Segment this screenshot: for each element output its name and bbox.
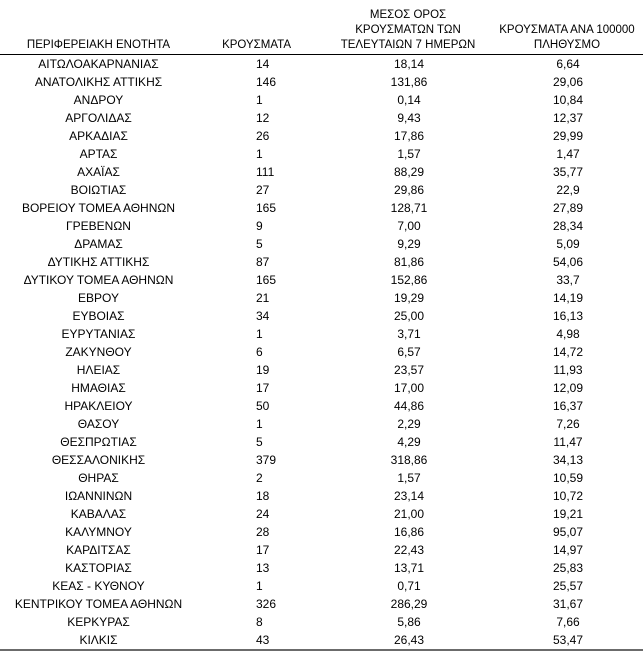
table-row: [0, 91, 643, 109]
avg7-value: 1,57: [397, 147, 421, 161]
table-header: [0, 0, 643, 55]
region-name: ΘΕΣΠΡΩΤΙΑΣ: [60, 435, 137, 449]
cases-value: 2: [256, 471, 263, 485]
region-name: ΗΛΕΙΑΣ: [76, 363, 121, 377]
header-region-label: ΠΕΡΙΦΕΡΕΙΑΚΗ ΕΝΟΤΗΤΑ: [26, 39, 171, 51]
table-row: [0, 505, 643, 523]
header-avg7-line: ΜΕΣΟΣ ΟΡΟΣ: [369, 9, 447, 21]
cases-value: 87: [256, 255, 270, 269]
cases-value: 1: [256, 417, 263, 431]
table-row: [0, 235, 643, 253]
region-name: ΚΑΒΑΛΑΣ: [70, 507, 127, 521]
per100k-value: 10,59: [552, 471, 584, 485]
table-row: [0, 559, 643, 577]
region-name: ΕΥΡΥΤΑΝΙΑΣ: [61, 327, 136, 341]
region-name: ΙΩΑΝΝΙΝΩΝ: [64, 489, 133, 503]
avg7-value: 3,71: [397, 327, 421, 341]
per100k-value: 5,09: [556, 237, 580, 251]
table-row: [0, 577, 643, 595]
avg7-value: 0,14: [397, 93, 421, 107]
cases-value: 1: [256, 93, 263, 107]
avg7-value: 13,71: [393, 561, 425, 575]
cases-value: 26: [256, 129, 270, 143]
avg7-value: 23,14: [393, 489, 425, 503]
per100k-value: 28,34: [552, 219, 584, 233]
cases-value: 14: [256, 57, 270, 71]
table-row: [0, 163, 643, 181]
cases-value: 6: [256, 345, 263, 359]
table-row: [0, 307, 643, 325]
table-row: [0, 595, 643, 613]
table-row: [0, 181, 643, 199]
region-name: ΑΡΓΟΛΙΔΑΣ: [65, 111, 132, 125]
avg7-value: 16,86: [393, 525, 425, 539]
table-row: [0, 361, 643, 379]
cases-value: 5: [256, 435, 263, 449]
avg7-value: 6,57: [397, 345, 421, 359]
region-name: ΚΕΡΚΥΡΑΣ: [67, 615, 130, 629]
cases-value: 18: [256, 489, 270, 503]
cases-value: 1: [256, 327, 263, 341]
avg7-value: 9,43: [397, 111, 421, 125]
avg7-value: 17,86: [393, 129, 425, 143]
avg7-value: 5,86: [397, 615, 421, 629]
region-name: ΖΑΚΥΝΘΟΥ: [65, 345, 132, 359]
table-row: [0, 109, 643, 127]
avg7-value: 81,86: [393, 255, 425, 269]
avg7-value: 23,57: [393, 363, 425, 377]
table-row: [0, 613, 643, 631]
table-row: [0, 73, 643, 91]
cases-value: 326: [256, 597, 277, 611]
cases-value: 1: [256, 579, 263, 593]
cases-value: 21: [256, 291, 270, 305]
region-name: ΓΡΕΒΕΝΩΝ: [66, 219, 131, 233]
header-row: [0, 0, 643, 55]
table-row: [0, 289, 643, 307]
avg7-value: 88,29: [393, 165, 425, 179]
per100k-value: 35,77: [552, 165, 584, 179]
region-name: ΑΙΤΩΛΟΑΚΑΡΝΑΝΙΑΣ: [38, 57, 159, 71]
table-row: [0, 253, 643, 271]
per100k-value: 4,98: [556, 327, 580, 341]
region-name: ΘΕΣΣΑΛΟΝΙΚΗΣ: [51, 453, 146, 467]
avg7-value: 2,29: [397, 417, 421, 431]
per100k-value: 11,93: [553, 363, 583, 377]
per100k-value: 10,72: [552, 489, 584, 503]
table-row: [0, 379, 643, 397]
cases-value: 34: [256, 309, 270, 323]
per100k-value: 54,06: [552, 255, 584, 269]
per100k-value: 14,19: [552, 291, 584, 305]
table-row: [0, 271, 643, 289]
table-row: [0, 631, 643, 650]
per100k-value: 29,06: [552, 75, 584, 89]
table-row: [0, 217, 643, 235]
header-per100k-line: ΚΡΟΥΣΜΑΤΑ ΑΝΑ 100000: [499, 24, 635, 36]
region-name: ΑΝΔΡΟΥ: [73, 93, 124, 107]
region-name: ΗΜΑΘΙΑΣ: [71, 381, 126, 395]
cases-value: 9: [256, 219, 263, 233]
avg7-value: 25,00: [393, 309, 425, 323]
region-name: ΘΗΡΑΣ: [78, 471, 119, 485]
region-name: ΘΑΣΟΥ: [77, 417, 120, 431]
per100k-value: 25,57: [552, 579, 584, 593]
region-name: ΗΡΑΚΛΕΙΟΥ: [64, 399, 133, 413]
per100k-value: 19,21: [552, 507, 584, 521]
cases-value: 379: [256, 453, 277, 467]
per100k-value: 14,97: [552, 543, 584, 557]
per100k-value: 1,47: [556, 147, 580, 161]
table-row: [0, 145, 643, 163]
table-row: [0, 487, 643, 505]
region-name: ΚΑΛΥΜΝΟΥ: [65, 525, 132, 539]
region-name: ΒΟΙΩΤΙΑΣ: [70, 183, 127, 197]
per100k-value: 14,72: [552, 345, 584, 359]
avg7-value: 17,00: [393, 381, 425, 395]
per100k-value: 11,47: [553, 435, 583, 449]
cases-value: 24: [256, 507, 270, 521]
cases-value: 17: [256, 543, 270, 557]
per100k-value: 22,9: [556, 183, 580, 197]
header-cases: [193, 0, 321, 55]
table-row: [0, 415, 643, 433]
region-name: ΕΥΒΟΙΑΣ: [72, 309, 125, 323]
per100k-value: 6,64: [556, 57, 580, 71]
table-row: [0, 433, 643, 451]
region-name: ΚΑΡΔΙΤΣΑΣ: [66, 543, 131, 557]
cases-value: 146: [256, 75, 277, 89]
avg7-value: 22,43: [393, 543, 425, 557]
header-avg7-line: ΤΕΛΕΥΤΑΙΩΝ 7 ΗΜΕΡΩΝ: [340, 39, 476, 51]
header-avg7: [321, 0, 481, 55]
avg7-value: 128,71: [390, 201, 428, 215]
region-name: ΚΑΣΤΟΡΙΑΣ: [65, 561, 132, 575]
per100k-value: 34,13: [552, 453, 584, 467]
cases-value: 165: [256, 273, 277, 287]
per100k-value: 10,84: [552, 93, 584, 107]
table-body: [0, 55, 643, 651]
cases-value: 27: [256, 183, 270, 197]
avg7-value: 26,43: [321, 631, 481, 650]
region-name: ΚΕΝΤΡΙΚΟΥ ΤΟΜΕΑ ΑΘΗΝΩΝ: [14, 597, 183, 611]
avg7-value: 131,86: [390, 75, 428, 89]
avg7-value: 29,86: [393, 183, 425, 197]
per100k-value: 95,07: [552, 525, 584, 539]
per100k-value: 16,37: [552, 399, 584, 413]
avg7-value: 152,86: [390, 273, 428, 287]
per100k-value: 16,13: [552, 309, 584, 323]
region-name: ΑΧΑΪΑΣ: [77, 165, 120, 179]
avg7-value: 19,29: [393, 291, 425, 305]
per100k-value: 33,7: [556, 273, 580, 287]
header-per100k: [481, 0, 643, 55]
per100k-value: 12,37: [552, 111, 584, 125]
region-name: ΑΡΤΑΣ: [79, 147, 118, 161]
region-name: ΚΙΛΚΙΣ: [0, 631, 193, 650]
avg7-value: 0,71: [397, 579, 421, 593]
per100k-value: 27,89: [552, 201, 584, 215]
cases-value: 165: [256, 201, 277, 215]
cases-value: 50: [256, 399, 270, 413]
avg7-value: 7,00: [397, 219, 421, 233]
per100k-value: 7,66: [556, 615, 580, 629]
region-name: ΒΟΡΕΙΟΥ ΤΟΜΕΑ ΑΘΗΝΩΝ: [21, 201, 176, 215]
per100k-value: 12,09: [552, 381, 584, 395]
cases-value: 1: [256, 147, 263, 161]
region-name: ΑΡΚΑΔΙΑΣ: [69, 129, 128, 143]
cases-value: 8: [256, 615, 263, 629]
region-name: ΔΥΤΙΚΟΥ ΤΟΜΕΑ ΑΘΗΝΩΝ: [23, 273, 174, 287]
cases-value: 28: [256, 525, 270, 539]
per100k-value: 25,83: [552, 561, 584, 575]
region-name: ΕΒΡΟΥ: [78, 291, 119, 305]
table-row: [0, 451, 643, 469]
table-row: [0, 199, 643, 217]
table-row: [0, 469, 643, 487]
cases-value: 19: [256, 363, 270, 377]
cases-value: 111: [256, 165, 275, 179]
table-row: [0, 325, 643, 343]
per100k-value: 31,67: [552, 597, 584, 611]
cases-value: 13: [256, 561, 270, 575]
avg7-value: 318,86: [390, 453, 428, 467]
table-row: [0, 523, 643, 541]
header-region: [0, 0, 193, 55]
avg7-value: 21,00: [393, 507, 425, 521]
avg7-value: 1,57: [397, 471, 421, 485]
table-row: [0, 55, 643, 74]
header-per100k-line: ΠΛΗΘΥΣΜΟ: [533, 39, 601, 51]
avg7-value: 9,29: [397, 237, 421, 251]
header-cases-label: ΚΡΟΥΣΜΑΤΑ: [222, 39, 291, 51]
per100k-value: 53,47: [481, 631, 643, 650]
cases-value: 5: [256, 237, 263, 251]
avg7-value: 286,29: [390, 597, 428, 611]
per100k-value: 7,26: [556, 417, 580, 431]
table-row: [0, 541, 643, 559]
region-name: ΑΝΑΤΟΛΙΚΗΣ ΑΤΤΙΚΗΣ: [34, 75, 163, 89]
table-row: [0, 127, 643, 145]
region-name: ΚΕΑΣ - ΚΥΘΝΟΥ: [52, 579, 145, 593]
avg7-value: 18,14: [393, 57, 425, 71]
cases-value: 43: [193, 631, 321, 650]
region-name: ΔΥΤΙΚΗΣ ΑΤΤΙΚΗΣ: [47, 255, 150, 269]
avg7-value: 4,29: [397, 435, 421, 449]
region-name: ΔΡΑΜΑΣ: [74, 237, 123, 251]
table-row: [0, 343, 643, 361]
per100k-value: 29,99: [552, 129, 584, 143]
cases-value: 12: [256, 111, 270, 125]
table-row: [0, 397, 643, 415]
cases-value: 17: [256, 381, 270, 395]
avg7-value: 44,86: [393, 399, 425, 413]
header-avg7-line: ΚΡΟΥΣΜΑΤΩΝ ΤΩΝ: [355, 24, 461, 36]
